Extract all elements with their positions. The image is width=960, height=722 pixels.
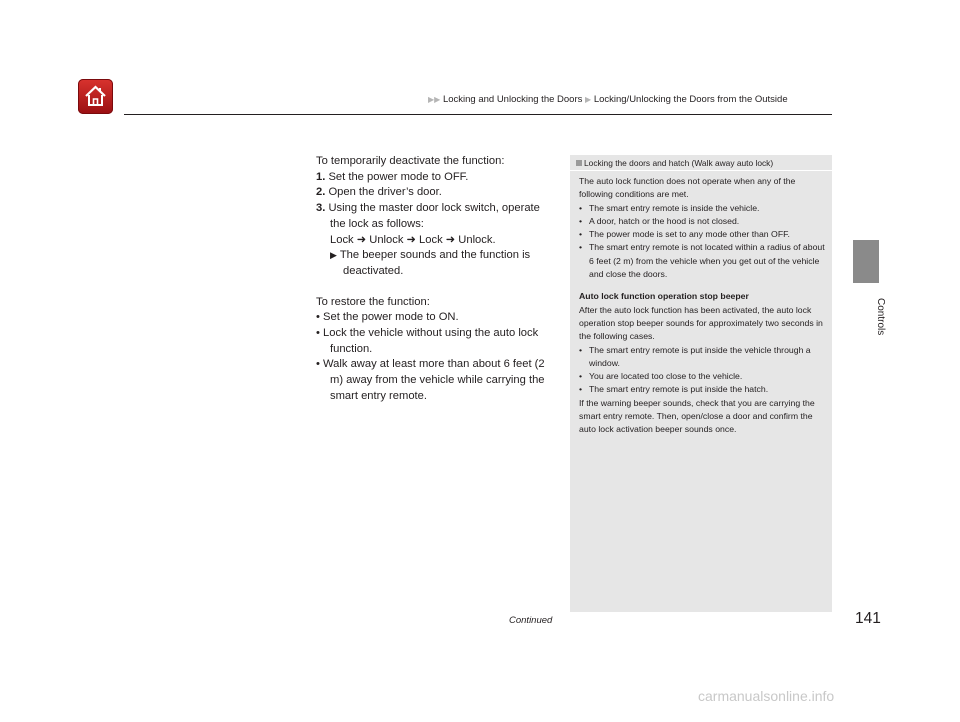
- arrow-right-icon: ➜: [445, 233, 456, 246]
- step-item: 2. Open the driver’s door.: [316, 186, 442, 199]
- intro-text: To temporarily deactivate the function:: [316, 155, 505, 167]
- note-divider: [570, 170, 832, 171]
- lock-sequence: Lock ➜ Unlock ➜ Lock ➜ Unlock.: [330, 233, 496, 246]
- section-tab-marker[interactable]: [853, 240, 879, 283]
- result-arrow-icon: ▶: [330, 250, 337, 261]
- main-content: [316, 154, 556, 405]
- arrow-right-icon: ➜: [356, 233, 367, 246]
- home-icon: [84, 84, 107, 108]
- note-intro: The auto lock function does not operate when any of the following conditions are met.: [579, 176, 796, 200]
- home-button[interactable]: [78, 79, 113, 114]
- header-divider: [124, 114, 832, 115]
- note-case: • The smart entry remote is put inside the vehicle through a window.: [579, 344, 829, 371]
- restore-item: • Walk away at least more than about 6 feet (2 m) away from the vehicle while carrying the smart entry remote.: [316, 358, 545, 402]
- breadcrumb-arrow-icon: ▶▶: [428, 95, 441, 104]
- note-heading: Auto lock function operation stop beeper: [579, 291, 749, 302]
- sidebar-note: [570, 155, 832, 612]
- note-condition: • A door, hatch or the hood is not closed.: [579, 215, 829, 228]
- note-condition: • The smart entry remote is not located within a radius of about 6 feet (2 m) from the vehicle when you get out of the vehicle and close the doors.: [579, 241, 829, 281]
- watermark: carmanualsonline.info: [698, 688, 835, 704]
- restore-heading: To restore the function:: [316, 295, 430, 308]
- note-condition: • The smart entry remote is inside the vehicle.: [579, 202, 829, 215]
- note-paragraph: After the auto lock function has been activated, the auto lock operation stop beeper sounds for approximately two seconds in the following cases.: [579, 304, 823, 342]
- step-item: 3. Using the master door lock switch, operate the lock as follows:: [316, 202, 540, 230]
- note-body: [579, 175, 829, 437]
- breadcrumb-arrow-icon: ▶: [585, 95, 592, 104]
- arrow-right-icon: ➜: [406, 233, 416, 246]
- note-marker-icon: [576, 160, 582, 166]
- result-text: ▶ The beeper sounds and the function is deactivated.: [330, 249, 531, 277]
- breadcrumb: [428, 94, 788, 105]
- note-case: • You are located too close to the vehicle.: [579, 370, 829, 383]
- page-number: 141: [855, 610, 881, 627]
- step-item: 1. Set the power mode to OFF.: [316, 170, 469, 183]
- restore-item: • Lock the vehicle without using the auto lock function.: [316, 327, 539, 355]
- note-case: • The smart entry remote is put inside the hatch.: [579, 383, 829, 396]
- note-condition: • The power mode is set to any mode other than OFF.: [579, 228, 829, 241]
- continued-label: Continued: [509, 615, 553, 626]
- breadcrumb-item[interactable]: Locking and Unlocking the Doors: [442, 94, 583, 105]
- section-tab-label[interactable]: Controls: [875, 298, 886, 336]
- restore-item: • Set the power mode to ON.: [316, 311, 459, 324]
- breadcrumb-item[interactable]: Locking/Unlocking the Doors from the Outside: [593, 94, 788, 105]
- note-title[interactable]: Locking the doors and hatch (Walk away auto lock): [576, 158, 773, 168]
- note-closing: If the warning beeper sounds, check that you are carrying the smart entry remote. Then, open/close a door and confirm the auto lock activation beeper sounds once.: [579, 397, 815, 435]
